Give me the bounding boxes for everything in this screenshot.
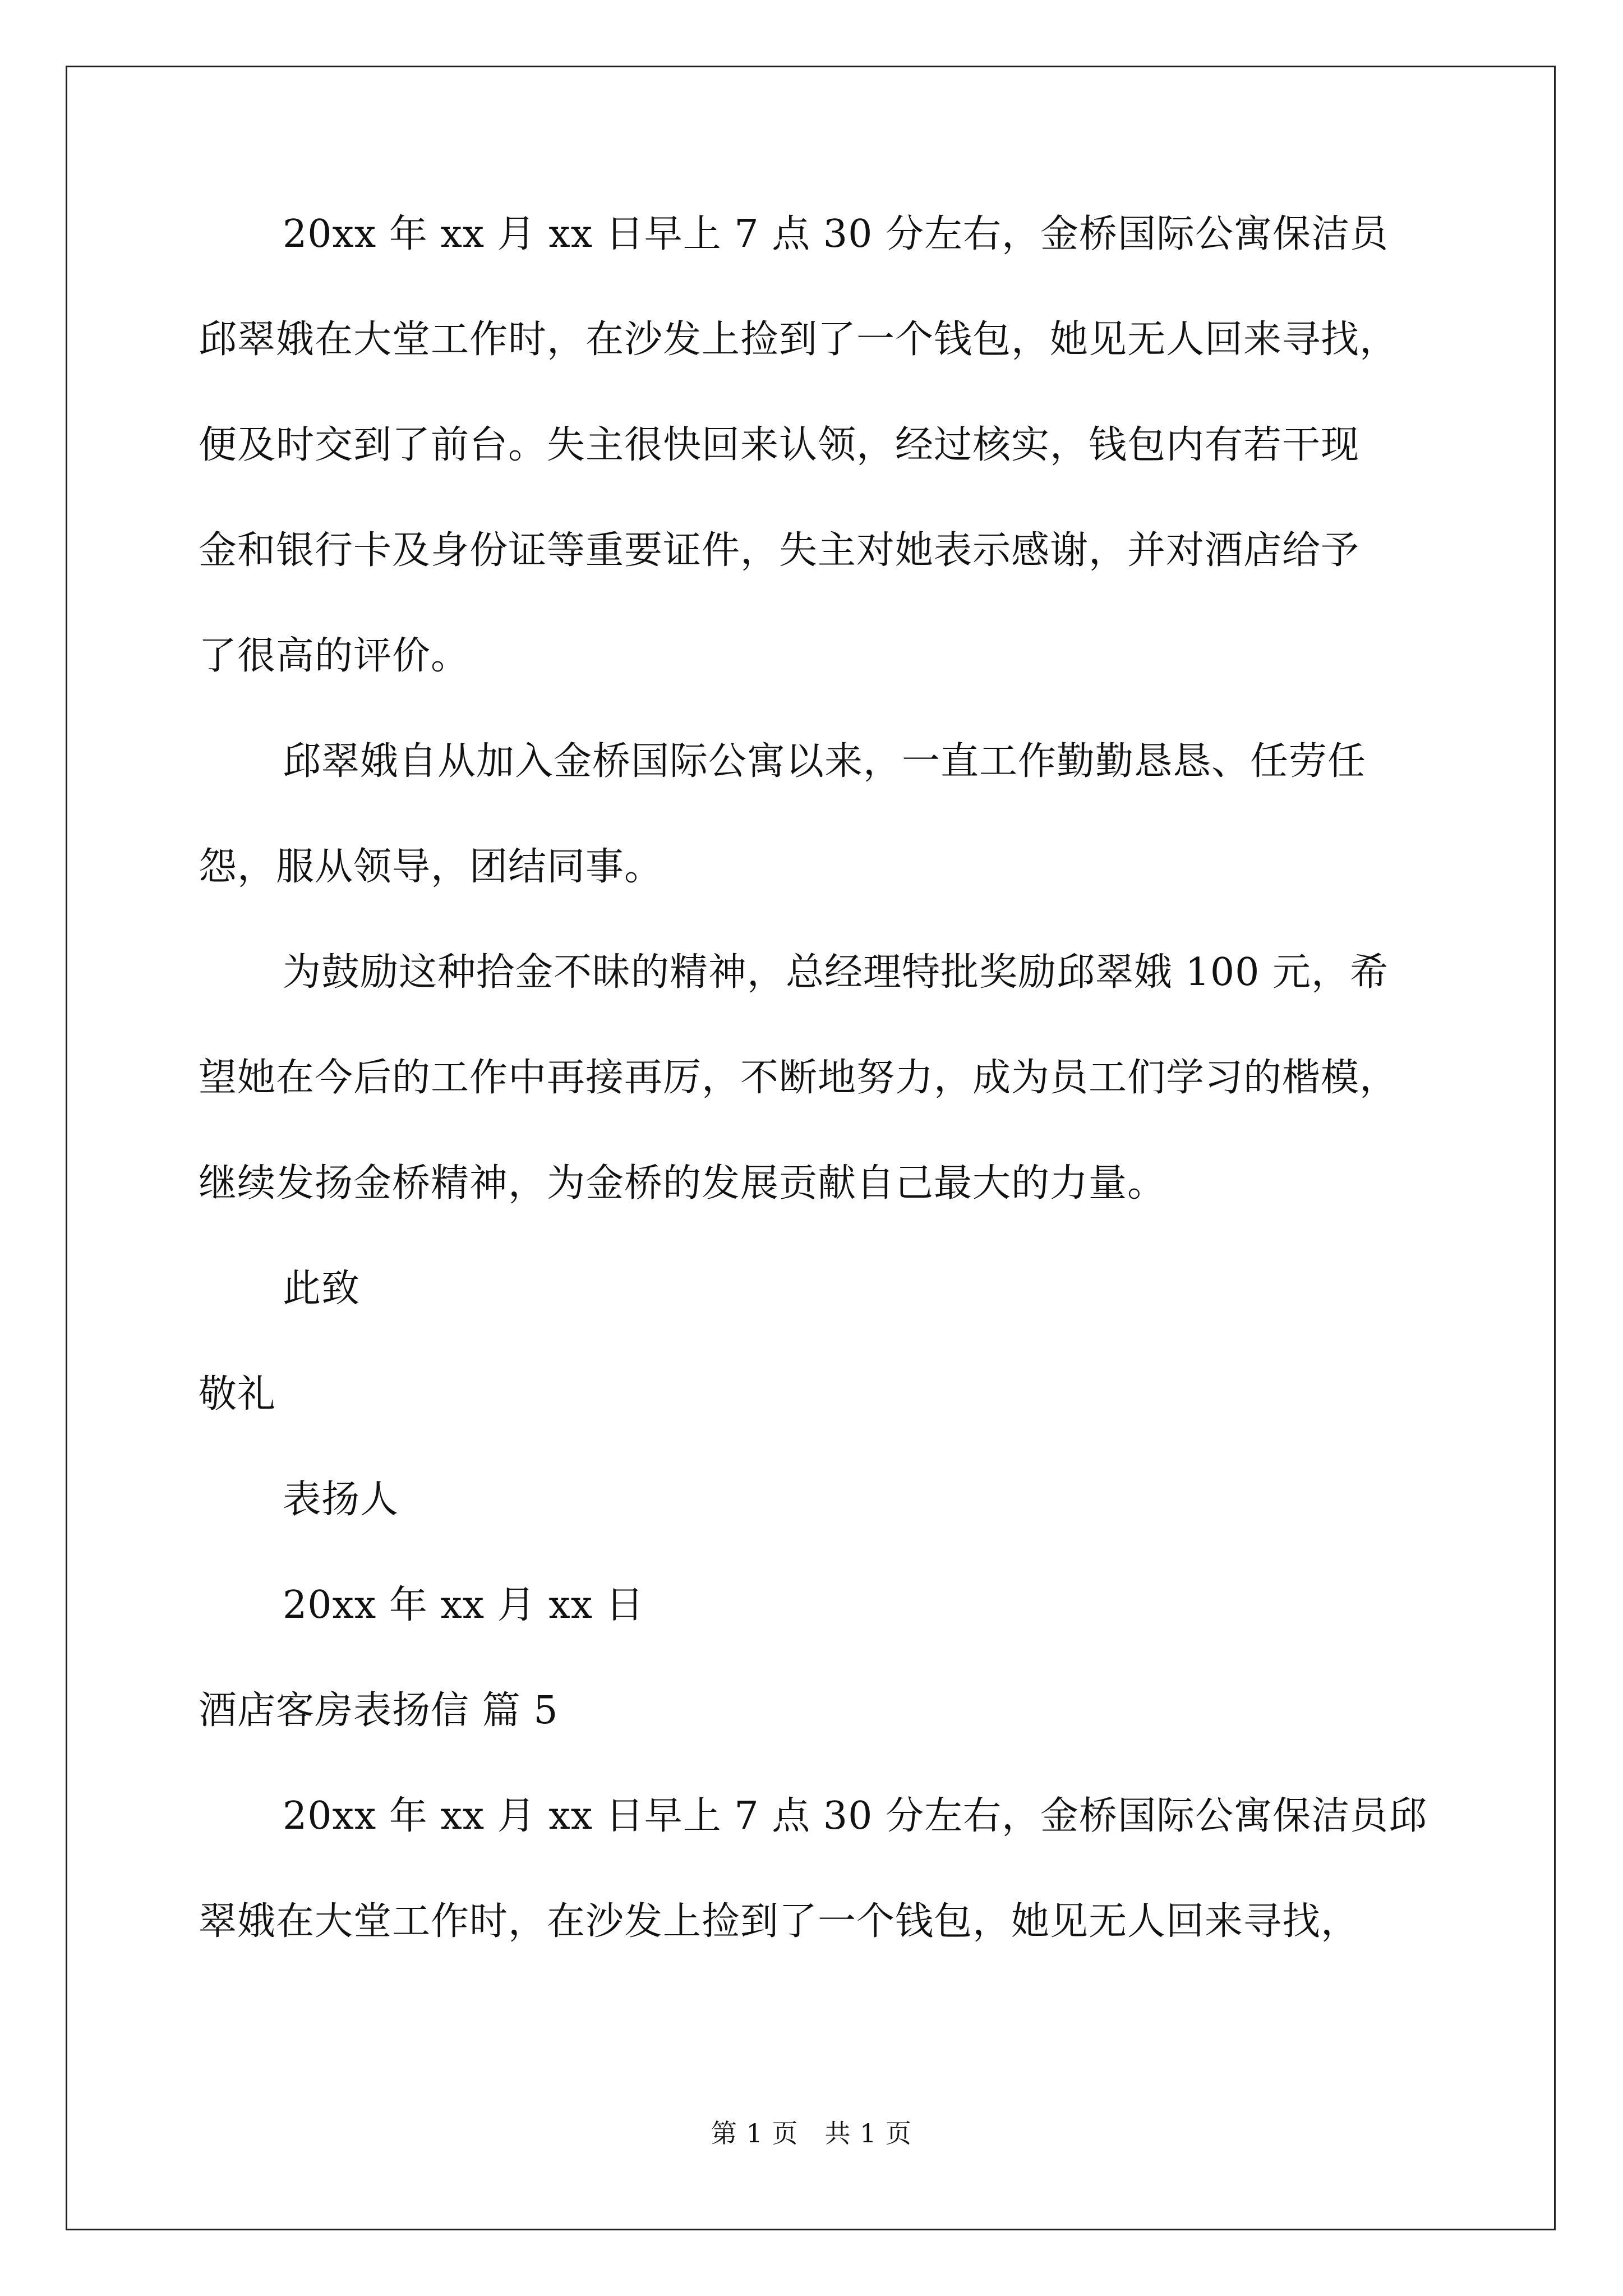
paragraph-line: 20xx 年 xx 月 xx 日早上 7 点 30 分左右，金桥国际公寓保洁员 bbox=[283, 212, 1389, 256]
paragraph-line: 怨，服从领导，团结同事。 bbox=[199, 845, 663, 889]
signature-date: 20xx 年 xx 月 xx 日 bbox=[283, 1583, 644, 1627]
paragraph-line: 20xx 年 xx 月 xx 日早上 7 点 30 分左右，金桥国际公寓保洁员邱 bbox=[283, 1794, 1427, 1838]
paragraph-line: 继续发扬金桥精神，为金桥的发展贡献自己最大的力量。 bbox=[199, 1161, 1166, 1205]
paragraph-line: 便及时交到了前台。失主很快回来认领，经过核实，钱包内有若干现 bbox=[199, 423, 1360, 467]
regards: 敬礼 bbox=[199, 1372, 276, 1416]
salutation-closing: 此致 bbox=[283, 1267, 361, 1311]
paragraph-line: 了很高的评价。 bbox=[199, 634, 470, 678]
signer: 表扬人 bbox=[283, 1478, 399, 1522]
paragraph-line: 金和银行卡及身份证等重要证件，失主对她表示感谢，并对酒店给予 bbox=[199, 528, 1360, 573]
paragraph-line: 望她在今后的工作中再接再厉，不断地努力，成为员工们学习的楷模， bbox=[199, 1056, 1399, 1100]
paragraph-line: 翠娥在大堂工作时，在沙发上捡到了一个钱包，她见无人回来寻找， bbox=[199, 1899, 1360, 1944]
paragraph-line: 为鼓励这种拾金不昧的精神，总经理特批奖励邱翠娥 100 元，希 bbox=[283, 950, 1389, 995]
paragraph-line: 邱翠娥在大堂工作时，在沙发上捡到了一个钱包，她见无人回来寻找， bbox=[199, 318, 1399, 362]
section-heading: 酒店客房表扬信 篇 5 bbox=[199, 1688, 559, 1733]
paragraph-line: 邱翠娥自从加入金桥国际公寓以来，一直工作勤勤恳恳、任劳任 bbox=[283, 739, 1367, 784]
page-footer: 第 1 页 共 1 页 bbox=[711, 2118, 912, 2148]
